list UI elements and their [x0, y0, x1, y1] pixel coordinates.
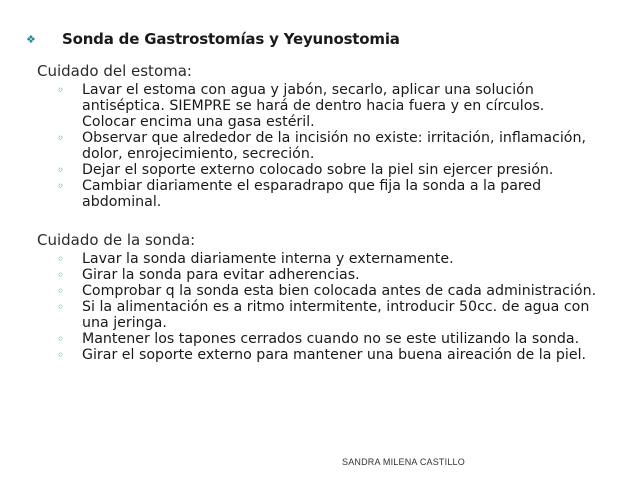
- section-tube-care: [37, 232, 602, 363]
- list-item-text: Girar la sonda para evitar adherencias.: [82, 267, 360, 283]
- bullet-list: [37, 251, 602, 363]
- list-item-text: Lavar la sonda diariamente interna y externamente.: [82, 251, 454, 267]
- list-item-text: Mantener los tapones cerrados cuando no se este utilizando la sonda.: [82, 331, 580, 347]
- list-item-text: Girar el soporte externo para mantener una buena aireación de la piel.: [82, 347, 587, 363]
- circle-bullet-icon: ◦: [57, 163, 65, 177]
- circle-bullet-icon: ◦: [57, 83, 65, 97]
- circle-bullet-icon: ◦: [57, 268, 65, 282]
- list-item: [37, 331, 602, 347]
- list-item: [37, 82, 602, 130]
- list-item: [37, 251, 602, 267]
- list-item-text: Si la alimentación es a ritmo intermitente, introducir 50cc. de agua con una jeringa.: [82, 299, 590, 331]
- list-item-text: Comprobar q la sonda esta bien colocada antes de cada administración.: [82, 283, 597, 299]
- list-item: [37, 283, 602, 299]
- section-stoma-care: [37, 63, 602, 210]
- diamond-bullet-icon: ❖: [26, 32, 36, 46]
- title-text: Sonda de Gastrostomías y Yeyunostomia: [62, 30, 400, 48]
- section-heading: Cuidado del estoma:: [37, 62, 192, 80]
- circle-bullet-icon: ◦: [57, 252, 65, 266]
- circle-bullet-icon: ◦: [57, 131, 65, 145]
- list-item: [37, 267, 602, 283]
- slide-title: [26, 30, 400, 48]
- list-item: [37, 347, 602, 363]
- list-item: [37, 178, 602, 210]
- circle-bullet-icon: ◦: [57, 179, 65, 193]
- list-item-text: Dejar el soporte externo colocado sobre la piel sin ejercer presión.: [82, 162, 554, 178]
- circle-bullet-icon: ◦: [57, 300, 65, 314]
- list-item-text: Cambiar diariamente el esparadrapo que fija la sonda a la pared abdominal.: [82, 178, 542, 210]
- list-item: [37, 299, 602, 331]
- list-item: [37, 162, 602, 178]
- bullet-list: [37, 82, 602, 210]
- circle-bullet-icon: ◦: [57, 284, 65, 298]
- list-item-text: Lavar el estoma con agua y jabón, secarlo, aplicar una solución antiséptica. SIEMPRE se hará de dentro hacia fuera y en círculos. Colocar encima una gasa estéril.: [82, 82, 545, 130]
- section-heading: Cuidado de la sonda:: [37, 231, 196, 249]
- circle-bullet-icon: ◦: [57, 348, 65, 362]
- list-item: [37, 130, 602, 162]
- footer-author: SANDRA MILENA CASTILLO: [342, 457, 465, 467]
- circle-bullet-icon: ◦: [57, 332, 65, 346]
- list-item-text: Observar que alrededor de la incisión no existe: irritación, inflamación, dolor, enrojecimiento, secreción.: [82, 130, 586, 162]
